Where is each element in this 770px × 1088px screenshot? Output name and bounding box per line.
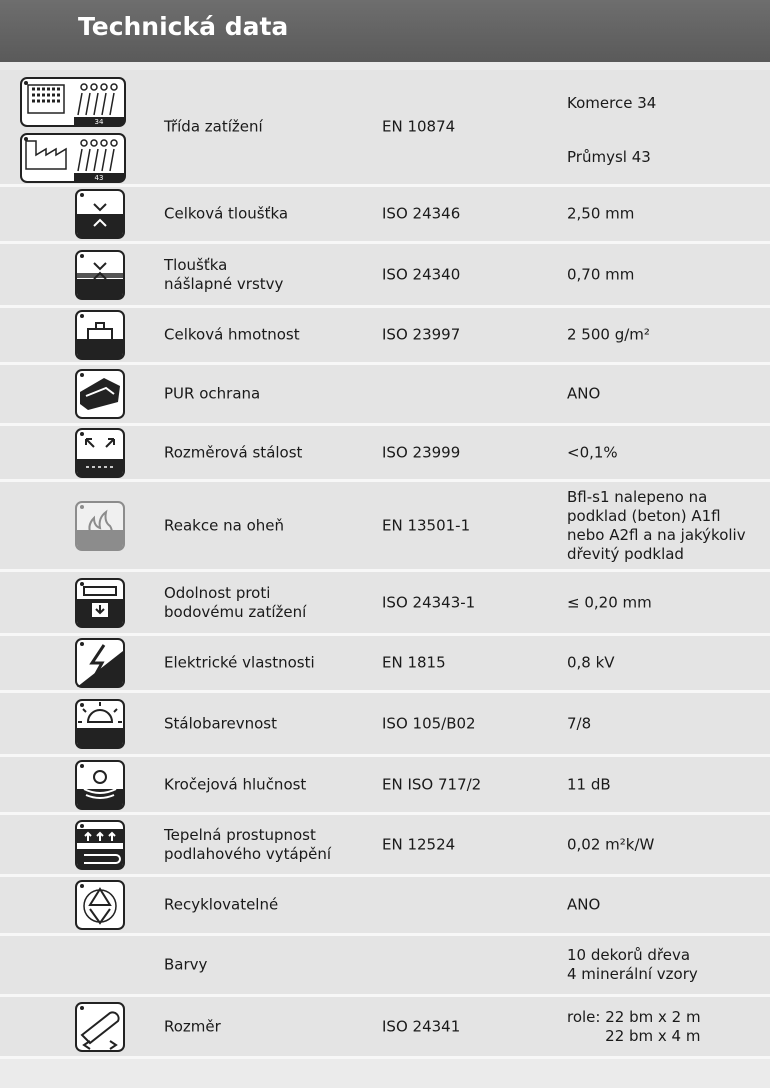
fire-reaction-icon <box>74 500 126 552</box>
property-value <box>567 835 767 854</box>
industrial-building-icon <box>20 133 126 183</box>
value-line: 22 bm x 4 m <box>567 1026 701 1045</box>
property-label: Celková hmotnost <box>164 325 300 344</box>
property-label: Rozměr <box>164 1017 221 1035</box>
underfloor-heating-icon <box>74 819 126 871</box>
lightfastness-icon <box>74 698 126 750</box>
norm-label: ISO 24343-1 <box>382 593 476 611</box>
value-line: dřevitý podklad <box>567 544 684 563</box>
property-label: Celková tloušťka <box>164 204 289 223</box>
norm-label: EN 13501-1 <box>382 516 471 534</box>
value-line: 0,02 m²k/W <box>567 835 655 853</box>
property-value <box>567 654 767 673</box>
property-label: Recyklovatelné <box>164 895 279 914</box>
commercial-building-icon <box>20 77 126 127</box>
norm-label: ISO 24346 <box>382 204 461 223</box>
value-line: role: 22 bm x 2 m <box>567 1007 701 1026</box>
property-label: Odolnost proti bodovému zatížení <box>164 583 307 621</box>
norm-label: ISO 105/B02 <box>382 714 476 732</box>
electrical-icon <box>74 637 126 689</box>
value-line: Bfl-s1 nalepeno na <box>567 487 708 506</box>
property-value <box>567 775 767 794</box>
value-line: 7/8 <box>567 714 592 732</box>
value-line: ≤ 0,20 mm <box>567 593 652 611</box>
property-label: Stálobarevnost <box>164 714 277 732</box>
norm-label: ISO 23999 <box>382 443 461 461</box>
property-value: Průmysl 43 <box>567 148 651 166</box>
property-value <box>567 326 767 345</box>
property-label: Tepelná prostupnost podlahového vytápění <box>164 825 332 863</box>
property-label: Barvy <box>164 955 208 974</box>
table-row <box>0 308 770 365</box>
table-row <box>0 70 770 187</box>
recycle-icon <box>74 879 126 931</box>
weight-icon <box>74 309 126 361</box>
property-value <box>567 443 767 462</box>
dimension-roll-icon <box>74 1001 126 1053</box>
table-row <box>0 997 770 1059</box>
pur-shoe-icon <box>74 368 126 420</box>
property-value <box>567 946 767 984</box>
wear-layer-thickness-icon <box>74 249 126 301</box>
norm-label: EN 12524 <box>382 835 456 853</box>
property-label: Rozměrová stálost <box>164 443 303 461</box>
table-row <box>0 572 770 636</box>
total-thickness-icon <box>74 188 126 240</box>
property-value <box>567 205 767 224</box>
value-line: nebo A2fl a na jakýkoliv <box>567 525 746 544</box>
value-line: 11 dB <box>567 775 611 793</box>
norm-label: EN 10874 <box>382 117 456 136</box>
value-line: 0,8 kV <box>567 653 615 672</box>
table-row <box>0 936 770 997</box>
page-title: Technická data <box>78 12 289 41</box>
table-row <box>0 757 770 815</box>
load-class-icons <box>20 77 130 187</box>
footstep-noise-icon <box>74 759 126 811</box>
property-value <box>567 488 767 564</box>
table-row <box>0 426 770 482</box>
norm-label: ISO 24341 <box>382 1017 461 1035</box>
property-label: Kročejová hlučnost <box>164 775 307 793</box>
property-label: Reakce na oheň <box>164 516 284 534</box>
property-value <box>567 714 767 733</box>
section-header <box>0 0 770 62</box>
norm-label: ISO 23997 <box>382 325 461 344</box>
value-line: 2 500 g/m² <box>567 325 650 344</box>
value-line: 4 minerální vzory <box>567 965 698 983</box>
property-value: Komerce 34 <box>567 94 657 112</box>
value-line: 10 dekorů dřeva <box>567 946 691 964</box>
property-value <box>567 896 767 915</box>
property-label: PUR ochrana <box>164 384 261 403</box>
value-line: podklad (beton) A1fl <box>567 506 721 525</box>
load-class-label: 43 <box>94 174 104 182</box>
value-line: 2,50 mm <box>567 204 635 223</box>
norm-label: EN 1815 <box>382 653 446 672</box>
property-label: Tloušťka nášlapné vrstvy <box>164 255 284 293</box>
property-label: Třída zatížení <box>164 117 263 136</box>
dimensional-stability-icon <box>74 427 126 479</box>
table-row <box>0 482 770 572</box>
table-row <box>0 365 770 426</box>
table-row <box>0 877 770 936</box>
value-line: 0,70 mm <box>567 265 635 283</box>
table-row <box>0 187 770 244</box>
value-line: ANO <box>567 384 601 403</box>
table-row <box>0 244 770 308</box>
property-value <box>567 593 767 612</box>
table-row <box>0 636 770 693</box>
value-line: ANO <box>567 895 601 914</box>
table-row <box>0 815 770 877</box>
value-line: <0,1% <box>567 443 618 461</box>
load-class-label: 34 <box>94 118 104 126</box>
property-value <box>567 385 767 404</box>
norm-label: ISO 24340 <box>382 265 461 283</box>
property-value <box>567 1008 767 1046</box>
norm-label: EN ISO 717/2 <box>382 775 482 793</box>
property-value <box>567 265 767 284</box>
point-load-icon <box>74 577 126 629</box>
table-row <box>0 693 770 757</box>
property-label: Elektrické vlastnosti <box>164 653 315 672</box>
